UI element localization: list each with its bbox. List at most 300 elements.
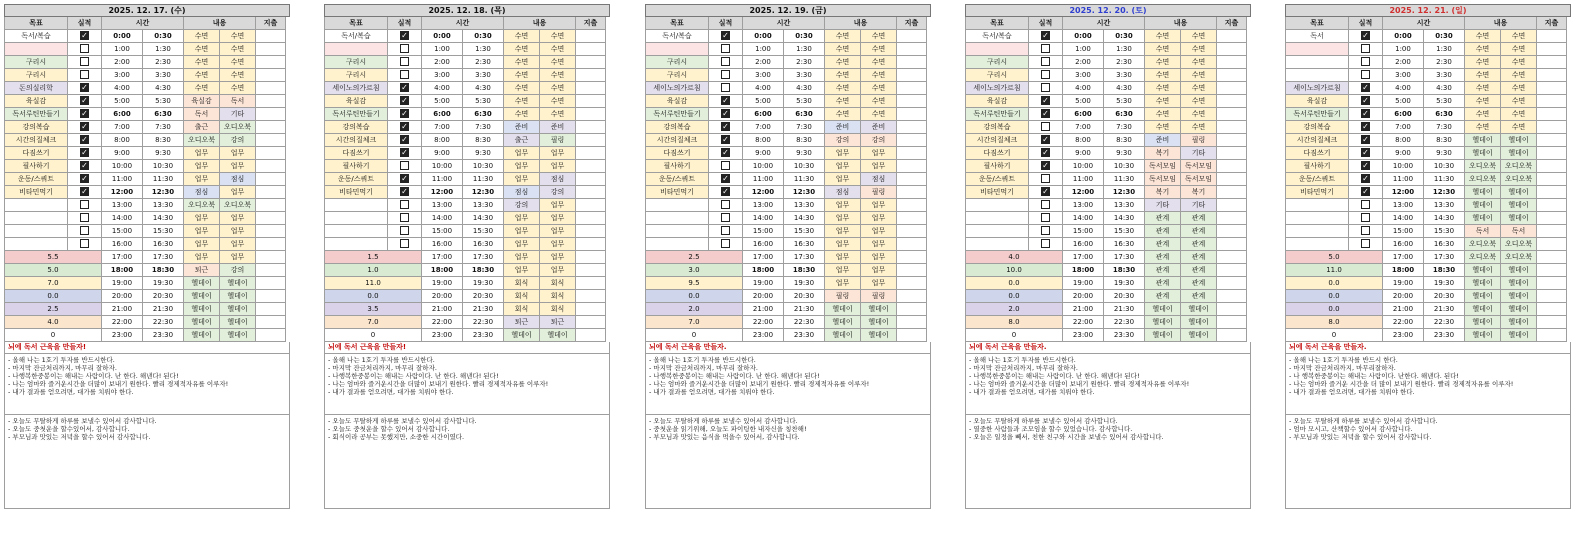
expense-cell[interactable] — [1217, 147, 1247, 160]
activity-cell[interactable]: 수면 — [1465, 108, 1501, 121]
activity-cell[interactable]: 관계 — [1145, 290, 1181, 303]
checkbox[interactable]: ✓ — [1042, 31, 1049, 40]
expense-cell[interactable] — [897, 121, 927, 134]
activity-cell[interactable]: 수면 — [825, 56, 861, 69]
activity-cell[interactable]: 업무 — [861, 147, 897, 160]
checkbox[interactable] — [1041, 213, 1050, 222]
expense-cell[interactable] — [576, 316, 606, 329]
activity-cell[interactable]: 회식 — [504, 303, 540, 316]
activity-cell[interactable]: 관계 — [1181, 251, 1217, 264]
activity-cell[interactable]: 점심 — [540, 173, 576, 186]
activity-cell[interactable]: 오디오북 — [1465, 251, 1501, 264]
expense-cell[interactable] — [1537, 69, 1567, 82]
activity-cell[interactable]: 수면 — [825, 108, 861, 121]
expense-cell[interactable] — [256, 290, 286, 303]
checkbox[interactable] — [400, 57, 409, 66]
expense-cell[interactable] — [1217, 225, 1247, 238]
checkbox[interactable] — [1041, 122, 1050, 131]
checkbox[interactable] — [400, 161, 409, 170]
activity-cell[interactable]: 업무 — [504, 160, 540, 173]
checkbox[interactable] — [721, 239, 730, 248]
expense-cell[interactable] — [576, 251, 606, 264]
checkbox[interactable] — [80, 44, 89, 53]
checkbox[interactable] — [721, 70, 730, 79]
checkbox[interactable] — [1361, 239, 1370, 248]
expense-cell[interactable] — [897, 173, 927, 186]
activity-cell[interactable]: 업무 — [861, 199, 897, 212]
activity-cell[interactable]: 수면 — [1145, 82, 1181, 95]
activity-cell[interactable]: 헬데이 — [1465, 277, 1501, 290]
activity-cell[interactable]: 업무 — [540, 160, 576, 173]
activity-cell[interactable]: 독서모임 — [1145, 173, 1181, 186]
activity-cell[interactable]: 업무 — [861, 277, 897, 290]
checkbox[interactable] — [80, 70, 89, 79]
activity-cell[interactable]: 오디오북 — [184, 199, 220, 212]
activity-cell[interactable]: 헬데이 — [220, 277, 256, 290]
activity-cell[interactable]: 헬데이 — [1465, 303, 1501, 316]
activity-cell[interactable]: 수면 — [1145, 95, 1181, 108]
activity-cell[interactable]: 헬데이 — [1145, 329, 1181, 342]
activity-cell[interactable]: 강의 — [220, 134, 256, 147]
activity-cell[interactable]: 업무 — [220, 160, 256, 173]
activity-cell[interactable]: 수면 — [1465, 30, 1501, 43]
activity-cell[interactable]: 수면 — [1501, 108, 1537, 121]
checkbox[interactable] — [1041, 226, 1050, 235]
checkbox[interactable]: ✓ — [81, 109, 88, 118]
checkbox[interactable]: ✓ — [81, 31, 88, 40]
expense-cell[interactable] — [1217, 329, 1247, 342]
activity-cell[interactable]: 준비 — [1145, 134, 1181, 147]
expense-cell[interactable] — [897, 82, 927, 95]
activity-cell[interactable]: 업무 — [861, 251, 897, 264]
expense-cell[interactable] — [897, 225, 927, 238]
activity-cell[interactable]: 관계 — [1181, 238, 1217, 251]
activity-cell[interactable]: 수면 — [861, 30, 897, 43]
expense-cell[interactable] — [1217, 95, 1247, 108]
activity-cell[interactable]: 수면 — [504, 56, 540, 69]
checkbox[interactable]: ✓ — [1362, 83, 1369, 92]
expense-cell[interactable] — [256, 147, 286, 160]
activity-cell[interactable]: 업무 — [220, 186, 256, 199]
activity-cell[interactable]: 업무 — [220, 251, 256, 264]
activity-cell[interactable]: 강의 — [825, 134, 861, 147]
activity-cell[interactable]: 수면 — [184, 69, 220, 82]
activity-cell[interactable]: 오디오북 — [1501, 251, 1537, 264]
checkbox[interactable]: ✓ — [401, 187, 408, 196]
expense-cell[interactable] — [1217, 121, 1247, 134]
checkbox[interactable] — [1041, 83, 1050, 92]
activity-cell[interactable]: 헬데이 — [1465, 329, 1501, 342]
expense-cell[interactable] — [1217, 82, 1247, 95]
activity-cell[interactable]: 업무 — [825, 264, 861, 277]
activity-cell[interactable]: 업무 — [861, 160, 897, 173]
checkbox[interactable]: ✓ — [1362, 161, 1369, 170]
expense-cell[interactable] — [897, 30, 927, 43]
activity-cell[interactable]: 수면 — [1145, 43, 1181, 56]
activity-cell[interactable]: 수면 — [1465, 56, 1501, 69]
activity-cell[interactable]: 복기 — [1181, 186, 1217, 199]
expense-cell[interactable] — [897, 277, 927, 290]
checkbox[interactable] — [1361, 57, 1370, 66]
activity-cell[interactable]: 업무 — [540, 225, 576, 238]
activity-cell[interactable]: 수면 — [825, 69, 861, 82]
expense-cell[interactable] — [576, 43, 606, 56]
activity-cell[interactable]: 수면 — [540, 95, 576, 108]
activity-cell[interactable]: 수면 — [1181, 69, 1217, 82]
expense-cell[interactable] — [897, 238, 927, 251]
activity-cell[interactable]: 헬데이 — [504, 329, 540, 342]
activity-cell[interactable]: 준비 — [825, 121, 861, 134]
activity-cell[interactable]: 관계 — [1181, 264, 1217, 277]
activity-cell[interactable]: 수면 — [220, 56, 256, 69]
activity-cell[interactable]: 수면 — [1181, 108, 1217, 121]
expense-cell[interactable] — [576, 290, 606, 303]
expense-cell[interactable] — [576, 212, 606, 225]
activity-cell[interactable]: 수면 — [540, 56, 576, 69]
activity-cell[interactable]: 수면 — [540, 30, 576, 43]
checkbox[interactable] — [721, 83, 730, 92]
checkbox[interactable]: ✓ — [401, 109, 408, 118]
expense-cell[interactable] — [897, 212, 927, 225]
expense-cell[interactable] — [256, 108, 286, 121]
activity-cell[interactable]: 점심 — [220, 173, 256, 186]
expense-cell[interactable] — [256, 43, 286, 56]
activity-cell[interactable]: 오디오북 — [1501, 238, 1537, 251]
activity-cell[interactable]: 헬데이 — [1465, 316, 1501, 329]
activity-cell[interactable]: 헬데이 — [184, 316, 220, 329]
checkbox[interactable] — [400, 200, 409, 209]
checkbox[interactable] — [1041, 70, 1050, 79]
expense-cell[interactable] — [1537, 329, 1567, 342]
expense-cell[interactable] — [1537, 108, 1567, 121]
expense-cell[interactable] — [576, 121, 606, 134]
activity-cell[interactable]: 업무 — [861, 225, 897, 238]
activity-cell[interactable]: 헬데이 — [1501, 290, 1537, 303]
activity-cell[interactable]: 퇴근 — [540, 316, 576, 329]
activity-cell[interactable]: 업무 — [504, 212, 540, 225]
expense-cell[interactable] — [576, 30, 606, 43]
activity-cell[interactable]: 업무 — [220, 147, 256, 160]
activity-cell[interactable]: 수면 — [184, 82, 220, 95]
expense-cell[interactable] — [1217, 316, 1247, 329]
activity-cell[interactable]: 육실감 — [184, 95, 220, 108]
activity-cell[interactable]: 헬데이 — [1465, 147, 1501, 160]
activity-cell[interactable]: 업무 — [540, 238, 576, 251]
activity-cell[interactable]: 업무 — [825, 173, 861, 186]
expense-cell[interactable] — [576, 56, 606, 69]
expense-cell[interactable] — [1217, 277, 1247, 290]
expense-cell[interactable] — [256, 82, 286, 95]
checkbox[interactable]: ✓ — [722, 96, 729, 105]
activity-cell[interactable]: 헬데이 — [1145, 316, 1181, 329]
activity-cell[interactable]: 필링 — [1181, 134, 1217, 147]
checkbox[interactable] — [1041, 239, 1050, 248]
expense-cell[interactable] — [256, 212, 286, 225]
expense-cell[interactable] — [1537, 212, 1567, 225]
activity-cell[interactable]: 관계 — [1181, 225, 1217, 238]
expense-cell[interactable] — [1217, 199, 1247, 212]
checkbox[interactable]: ✓ — [1362, 96, 1369, 105]
expense-cell[interactable] — [256, 316, 286, 329]
activity-cell[interactable]: 수면 — [825, 30, 861, 43]
activity-cell[interactable]: 관계 — [1181, 277, 1217, 290]
activity-cell[interactable]: 독서 — [220, 95, 256, 108]
activity-cell[interactable]: 준비 — [861, 121, 897, 134]
expense-cell[interactable] — [576, 199, 606, 212]
activity-cell[interactable]: 헬데이 — [1465, 212, 1501, 225]
activity-cell[interactable]: 수면 — [504, 30, 540, 43]
activity-cell[interactable]: 헬데이 — [220, 290, 256, 303]
activity-cell[interactable]: 출근 — [504, 134, 540, 147]
activity-cell[interactable]: 헬데이 — [1181, 316, 1217, 329]
activity-cell[interactable]: 독서모임 — [1145, 160, 1181, 173]
activity-cell[interactable]: 업무 — [825, 160, 861, 173]
activity-cell[interactable]: 관계 — [1145, 238, 1181, 251]
expense-cell[interactable] — [1537, 290, 1567, 303]
expense-cell[interactable] — [256, 199, 286, 212]
activity-cell[interactable]: 수면 — [861, 69, 897, 82]
activity-cell[interactable]: 수면 — [1501, 43, 1537, 56]
activity-cell[interactable]: 오디오북 — [184, 134, 220, 147]
checkbox[interactable] — [80, 239, 89, 248]
checkbox[interactable]: ✓ — [81, 122, 88, 131]
expense-cell[interactable] — [576, 277, 606, 290]
activity-cell[interactable]: 업무 — [861, 238, 897, 251]
activity-cell[interactable]: 업무 — [540, 264, 576, 277]
expense-cell[interactable] — [1217, 238, 1247, 251]
activity-cell[interactable]: 관계 — [1181, 290, 1217, 303]
checkbox[interactable]: ✓ — [722, 122, 729, 131]
activity-cell[interactable]: 업무 — [825, 251, 861, 264]
expense-cell[interactable] — [1217, 290, 1247, 303]
activity-cell[interactable]: 헬데이 — [184, 303, 220, 316]
activity-cell[interactable]: 수면 — [504, 108, 540, 121]
expense-cell[interactable] — [1537, 264, 1567, 277]
checkbox[interactable]: ✓ — [81, 174, 88, 183]
activity-cell[interactable]: 독서 — [1465, 225, 1501, 238]
checkbox[interactable]: ✓ — [1362, 31, 1369, 40]
checkbox[interactable]: ✓ — [722, 109, 729, 118]
activity-cell[interactable]: 수면 — [1181, 82, 1217, 95]
activity-cell[interactable]: 수면 — [540, 108, 576, 121]
activity-cell[interactable]: 강의 — [861, 134, 897, 147]
activity-cell[interactable]: 기타 — [1181, 199, 1217, 212]
activity-cell[interactable]: 헬데이 — [1181, 329, 1217, 342]
checkbox[interactable] — [721, 44, 730, 53]
checkbox[interactable] — [1361, 200, 1370, 209]
activity-cell[interactable]: 회식 — [540, 290, 576, 303]
activity-cell[interactable]: 업무 — [540, 251, 576, 264]
expense-cell[interactable] — [256, 186, 286, 199]
activity-cell[interactable]: 수면 — [1465, 69, 1501, 82]
expense-cell[interactable] — [1217, 134, 1247, 147]
checkbox[interactable] — [400, 44, 409, 53]
activity-cell[interactable]: 헬데이 — [1501, 186, 1537, 199]
expense-cell[interactable] — [576, 160, 606, 173]
activity-cell[interactable]: 수면 — [1501, 56, 1537, 69]
expense-cell[interactable] — [1537, 82, 1567, 95]
activity-cell[interactable]: 헬데이 — [1465, 186, 1501, 199]
checkbox[interactable] — [80, 213, 89, 222]
activity-cell[interactable]: 수면 — [1465, 95, 1501, 108]
activity-cell[interactable]: 헬데이 — [1501, 316, 1537, 329]
activity-cell[interactable]: 독서 — [184, 108, 220, 121]
expense-cell[interactable] — [1537, 56, 1567, 69]
activity-cell[interactable]: 헬데이 — [861, 303, 897, 316]
activity-cell[interactable]: 수면 — [1501, 95, 1537, 108]
expense-cell[interactable] — [256, 277, 286, 290]
expense-cell[interactable] — [1217, 212, 1247, 225]
expense-cell[interactable] — [256, 121, 286, 134]
activity-cell[interactable]: 헬데이 — [184, 329, 220, 342]
activity-cell[interactable]: 점심 — [825, 186, 861, 199]
expense-cell[interactable] — [1537, 30, 1567, 43]
activity-cell[interactable]: 복기 — [1145, 147, 1181, 160]
checkbox[interactable] — [721, 161, 730, 170]
expense-cell[interactable] — [576, 329, 606, 342]
activity-cell[interactable]: 관계 — [1181, 212, 1217, 225]
checkbox[interactable]: ✓ — [722, 187, 729, 196]
checkbox[interactable] — [400, 213, 409, 222]
expense-cell[interactable] — [1537, 277, 1567, 290]
activity-cell[interactable]: 헬데이 — [861, 329, 897, 342]
activity-cell[interactable]: 헬데이 — [1501, 264, 1537, 277]
activity-cell[interactable]: 헬데이 — [1501, 134, 1537, 147]
checkbox[interactable]: ✓ — [1362, 109, 1369, 118]
activity-cell[interactable]: 수면 — [1181, 30, 1217, 43]
checkbox[interactable]: ✓ — [401, 83, 408, 92]
activity-cell[interactable]: 헬데이 — [184, 290, 220, 303]
expense-cell[interactable] — [1217, 69, 1247, 82]
activity-cell[interactable]: 관계 — [1145, 225, 1181, 238]
expense-cell[interactable] — [576, 264, 606, 277]
expense-cell[interactable] — [256, 56, 286, 69]
checkbox[interactable]: ✓ — [81, 83, 88, 92]
activity-cell[interactable]: 헬데이 — [1465, 264, 1501, 277]
activity-cell[interactable]: 업무 — [220, 225, 256, 238]
checkbox[interactable]: ✓ — [401, 31, 408, 40]
activity-cell[interactable]: 관계 — [1145, 251, 1181, 264]
activity-cell[interactable]: 헬데이 — [220, 303, 256, 316]
checkbox[interactable]: ✓ — [401, 148, 408, 157]
activity-cell[interactable]: 수면 — [220, 30, 256, 43]
activity-cell[interactable]: 헬데이 — [540, 329, 576, 342]
checkbox[interactable] — [1041, 200, 1050, 209]
activity-cell[interactable]: 헬데이 — [1145, 303, 1181, 316]
activity-cell[interactable]: 헬데이 — [825, 316, 861, 329]
expense-cell[interactable] — [897, 251, 927, 264]
expense-cell[interactable] — [897, 329, 927, 342]
activity-cell[interactable]: 오디오북 — [1465, 160, 1501, 173]
expense-cell[interactable] — [1537, 199, 1567, 212]
activity-cell[interactable]: 퇴근 — [184, 264, 220, 277]
activity-cell[interactable]: 수면 — [504, 95, 540, 108]
checkbox[interactable]: ✓ — [81, 96, 88, 105]
expense-cell[interactable] — [897, 199, 927, 212]
activity-cell[interactable]: 수면 — [861, 82, 897, 95]
activity-cell[interactable]: 회식 — [504, 277, 540, 290]
expense-cell[interactable] — [1537, 95, 1567, 108]
activity-cell[interactable]: 수면 — [184, 43, 220, 56]
expense-cell[interactable] — [576, 134, 606, 147]
expense-cell[interactable] — [1537, 121, 1567, 134]
expense-cell[interactable] — [256, 30, 286, 43]
activity-cell[interactable]: 준비 — [504, 121, 540, 134]
activity-cell[interactable]: 업무 — [184, 173, 220, 186]
activity-cell[interactable]: 필링 — [861, 186, 897, 199]
expense-cell[interactable] — [1217, 108, 1247, 121]
checkbox[interactable] — [1361, 226, 1370, 235]
expense-cell[interactable] — [1217, 160, 1247, 173]
expense-cell[interactable] — [1537, 147, 1567, 160]
activity-cell[interactable]: 복기 — [1145, 186, 1181, 199]
activity-cell[interactable]: 업무 — [220, 212, 256, 225]
expense-cell[interactable] — [1217, 43, 1247, 56]
checkbox[interactable] — [721, 200, 730, 209]
expense-cell[interactable] — [256, 251, 286, 264]
activity-cell[interactable]: 회식 — [504, 290, 540, 303]
activity-cell[interactable]: 오디오북 — [1465, 238, 1501, 251]
checkbox[interactable]: ✓ — [1042, 161, 1049, 170]
activity-cell[interactable]: 업무 — [220, 238, 256, 251]
checkbox[interactable] — [80, 226, 89, 235]
checkbox[interactable] — [721, 213, 730, 222]
activity-cell[interactable]: 수면 — [220, 82, 256, 95]
activity-cell[interactable]: 헬데이 — [1501, 199, 1537, 212]
checkbox[interactable] — [1041, 57, 1050, 66]
expense-cell[interactable] — [576, 186, 606, 199]
activity-cell[interactable]: 필링 — [861, 290, 897, 303]
activity-cell[interactable]: 수면 — [861, 108, 897, 121]
activity-cell[interactable]: 수면 — [220, 43, 256, 56]
activity-cell[interactable]: 필링 — [540, 134, 576, 147]
expense-cell[interactable] — [1217, 173, 1247, 186]
activity-cell[interactable]: 수면 — [1145, 56, 1181, 69]
activity-cell[interactable]: 수면 — [1465, 43, 1501, 56]
activity-cell[interactable]: 수면 — [1501, 30, 1537, 43]
expense-cell[interactable] — [897, 108, 927, 121]
activity-cell[interactable]: 수면 — [504, 69, 540, 82]
expense-cell[interactable] — [576, 147, 606, 160]
checkbox[interactable] — [721, 57, 730, 66]
activity-cell[interactable]: 헬데이 — [1501, 147, 1537, 160]
expense-cell[interactable] — [1537, 160, 1567, 173]
checkbox[interactable] — [1041, 174, 1050, 183]
activity-cell[interactable]: 수면 — [540, 43, 576, 56]
activity-cell[interactable]: 헬데이 — [1465, 290, 1501, 303]
activity-cell[interactable]: 수면 — [504, 82, 540, 95]
activity-cell[interactable]: 업무 — [861, 264, 897, 277]
expense-cell[interactable] — [897, 43, 927, 56]
activity-cell[interactable]: 강의 — [220, 264, 256, 277]
checkbox[interactable] — [80, 200, 89, 209]
expense-cell[interactable] — [897, 160, 927, 173]
activity-cell[interactable]: 기타 — [220, 108, 256, 121]
activity-cell[interactable]: 업무 — [504, 238, 540, 251]
activity-cell[interactable]: 업무 — [184, 238, 220, 251]
checkbox[interactable] — [721, 226, 730, 235]
expense-cell[interactable] — [1537, 134, 1567, 147]
checkbox[interactable]: ✓ — [401, 96, 408, 105]
activity-cell[interactable]: 회식 — [540, 303, 576, 316]
activity-cell[interactable]: 수면 — [825, 82, 861, 95]
expense-cell[interactable] — [897, 316, 927, 329]
expense-cell[interactable] — [897, 264, 927, 277]
expense-cell[interactable] — [897, 147, 927, 160]
expense-cell[interactable] — [256, 225, 286, 238]
checkbox[interactable]: ✓ — [81, 148, 88, 157]
checkbox[interactable]: ✓ — [1362, 187, 1369, 196]
